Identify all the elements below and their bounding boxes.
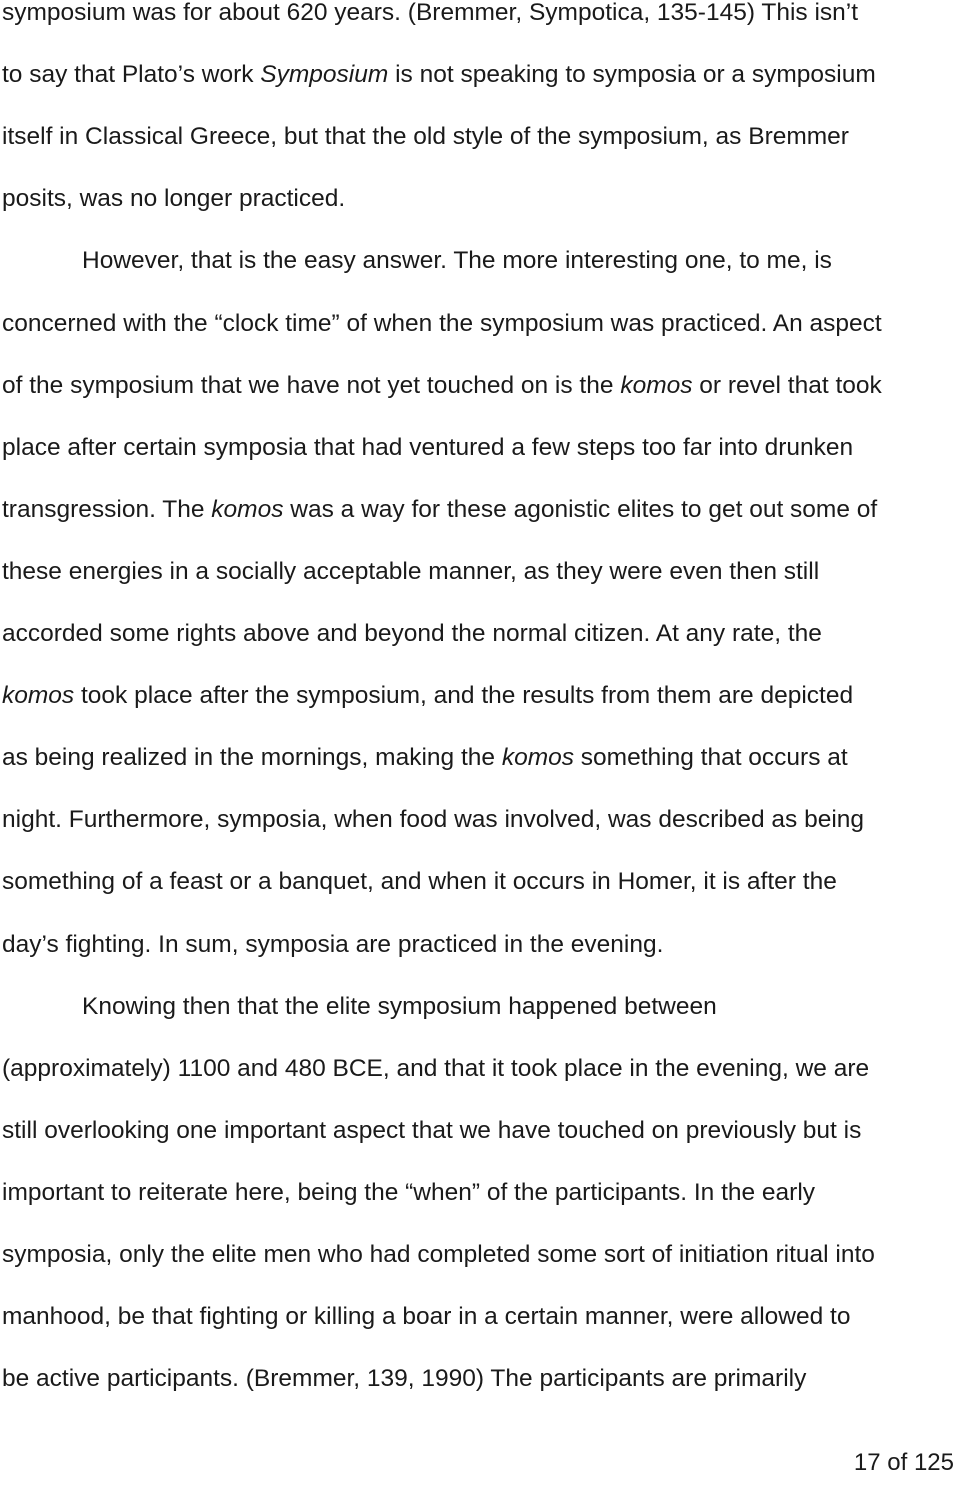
text-run: symposia, only the elite men who had completed some sort of initiation ritual into: [2, 1241, 875, 1268]
italic-text: Symposium: [260, 61, 389, 89]
text-line: [82, 241, 832, 281]
text-run: day’s fighting. In sum, symposia are practiced in the evening.: [2, 930, 664, 958]
italic-text: komos: [501, 744, 574, 772]
text-line: [2, 1235, 875, 1275]
text-line: [2, 1297, 850, 1337]
text-run: of the symposium that we have not yet touched on is the: [2, 371, 621, 399]
text-line: [2, 925, 663, 965]
text-line: [2, 55, 876, 95]
text-run: important to reiterate here, being the “when” of the participants. In the early: [2, 1178, 816, 1206]
italic-text: komos: [620, 371, 693, 399]
text-line: [2, 0, 858, 33]
text-run: place after certain symposia that had ventured a few steps too far into drunken: [2, 433, 854, 461]
text-run: something that occurs at: [573, 744, 848, 772]
text-line: [2, 490, 877, 530]
text-run: these energies in a socially acceptable manner, as they were even then still: [2, 557, 820, 585]
text-line: [2, 1173, 815, 1213]
text-line: [2, 1049, 869, 1089]
text-run: took place after the symposium, and the results from them are depicted: [74, 682, 854, 710]
text-run: be active participants. (Bremmer, 139, 1990) The participants are primarily: [2, 1365, 807, 1393]
text-run: concerned with the “clock time” of when the symposium was practiced. An aspect: [2, 309, 882, 337]
text-line: [2, 614, 822, 654]
italic-text: komos: [2, 682, 75, 710]
text-line: [2, 304, 882, 344]
text-run: manhood, be that fighting or killing a boar in a certain manner, were allowed to: [2, 1303, 851, 1331]
text-run: posits, was no longer practiced.: [2, 185, 346, 213]
italic-text: komos: [211, 495, 284, 523]
text-run: as being realized in the mornings, making the: [2, 744, 502, 772]
text-line: [2, 428, 853, 468]
text-run: still overlooking one important aspect that we have touched on previously but is: [2, 1116, 862, 1144]
text-run: something of a feast or a banquet, and when it occurs in Homer, it is after the: [2, 868, 837, 896]
text-run: transgression. The: [2, 495, 212, 523]
text-run: Knowing then that the elite symposium happened between: [82, 992, 717, 1020]
text-run: accorded some rights above and beyond the normal citizen. At any rate, the: [2, 620, 822, 647]
page-number: 17 of 125: [853, 1449, 954, 1476]
text-line: [2, 366, 882, 406]
text-run: (approximately) 1100 and 480 BCE, and that it took place in the evening, we are: [2, 1054, 870, 1082]
text-line: [2, 738, 848, 778]
text-run: However, that is the easy answer. The more interesting one, to me, is: [82, 247, 832, 275]
text-run: to say that Plato’s work: [2, 61, 261, 89]
text-run: itself in Classical Greece, but that the old style of the symposium, as Bremmer: [2, 123, 849, 151]
text-line: [2, 179, 345, 219]
text-line: [2, 1359, 806, 1399]
text-line: [2, 676, 853, 716]
text-line: [2, 862, 837, 902]
text-line: [82, 987, 717, 1027]
text-run: symposium was for about 620 years. (Bremmer, Sympotica, 135-145) This isn’t: [2, 0, 859, 26]
text-run: is not speaking to symposia or a symposium: [388, 61, 876, 89]
text-run: night. Furthermore, symposia, when food was involved, was described as being: [2, 806, 865, 834]
text-run: was a way for these agonistic elites to get out some of: [283, 495, 878, 523]
text-line: [2, 117, 849, 157]
text-run: or revel that took: [692, 371, 882, 399]
text-line: [2, 552, 819, 592]
text-line: [2, 1111, 861, 1151]
text-line: [2, 800, 864, 840]
